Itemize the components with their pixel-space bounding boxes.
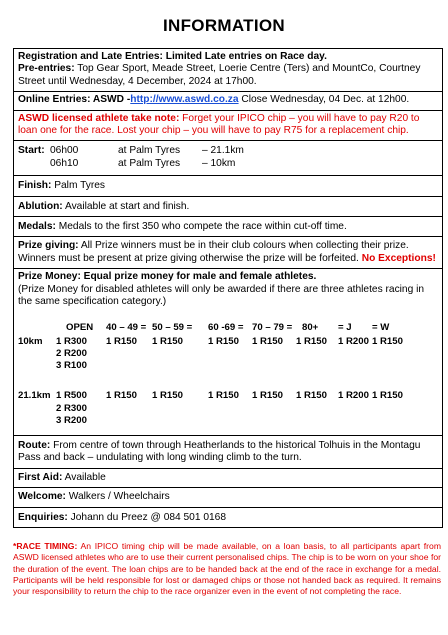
route-text: From centre of town through Heatherlands to the historical Tolhuis in the Montagu Pass and back – undulating with long winding climb to the turn. — [18, 439, 421, 464]
prize-cell: 2 R300 — [56, 402, 87, 414]
prize-money-table — [18, 322, 438, 427]
race-timing-text: An IPICO timing chip will be made available, on a loan basis, to all participants apart from ASWD licensed athletes who are to use their current personalised chips. The chip is to be worn on your shoe for the duration of the event. The loan chips are to be handed back at the end of the race in exchange for a medal. Participants will be held responsible for lost or damaged chips or those not handed back as required. It remains your responsibility to return the chip to the race organizer even in the event of not completing the race. — [13, 541, 441, 597]
prize-header-cell: 60 -69 = — [208, 321, 244, 333]
prize-row-extra — [18, 403, 438, 415]
prize-cell: 1 R150 — [252, 335, 283, 347]
prize-header-cell: 80+ — [302, 321, 319, 333]
start-distance: – 21.1km — [202, 145, 244, 157]
info-table — [13, 48, 443, 528]
prize-row-10km — [18, 336, 438, 348]
start-row — [18, 158, 438, 170]
prize-cell: 1 R150 — [252, 390, 283, 402]
ablution-section — [14, 197, 442, 217]
prize-cell: 3 R100 — [56, 360, 87, 372]
pre-entries-text: Top Gear Sport, Meade Street, Loerie Centre (Ters) and MountCo, Courtney Street until Wednesday, 4 December, 2024 at 17h00. — [18, 63, 421, 87]
prize-cell: 1 R150 — [372, 390, 403, 402]
start-time: 06h00 — [50, 145, 79, 157]
prize-header-cell: 50 – 59 = — [152, 321, 193, 333]
welcome-label: Welcome: — [18, 491, 66, 503]
prize-money-section — [14, 269, 442, 436]
no-exceptions-text: No Exceptions! — [361, 252, 436, 264]
finish-label: Finish: — [18, 180, 52, 192]
start-section — [14, 141, 442, 176]
prize-cell: 1 R150 — [106, 390, 137, 402]
online-entries-text: Close Wednesday, 04 Dec. at 12h00. — [238, 94, 410, 106]
prize-giving-text: All Prize winners must be in their club colours when collecting their prize. Winners must be present at prize giving otherwise the prize will be forfeited. — [18, 240, 409, 264]
start-location: at Palm Tyres — [118, 157, 181, 169]
race-label: 21.1km — [18, 390, 51, 402]
online-entries-section — [14, 92, 442, 110]
prize-header-row — [18, 322, 438, 334]
prize-cell: 1 R150 — [372, 335, 403, 347]
prize-money-heading: Prize Money: Equal prize money for male and female athletes. — [18, 271, 317, 283]
prize-giving-section — [14, 237, 442, 269]
prize-cell: 1 R150 — [208, 335, 239, 347]
prize-cell: 1 R500 — [56, 390, 87, 402]
ablution-label: Ablution: — [18, 200, 63, 212]
prize-row-extra — [18, 360, 438, 372]
prize-header-cell — [18, 322, 56, 334]
prize-cell: 1 R300 — [56, 335, 87, 347]
aswd-note-section — [14, 111, 442, 142]
prize-cell: 1 R150 — [296, 390, 327, 402]
welcome-section — [14, 488, 442, 507]
race-timing-note — [13, 541, 441, 597]
race-label: 10km — [18, 335, 43, 347]
pre-entries-label: Pre-entries: — [18, 63, 75, 75]
enquiries-section — [14, 508, 442, 527]
finish-section — [14, 176, 442, 196]
registration-section — [14, 49, 442, 92]
pre-entries — [18, 63, 438, 88]
prize-money-note: (Prize Money for disabled athletes will only be awarded if there are three athletes racing in the same specification category.) — [18, 283, 425, 308]
prize-cell: 2 R200 — [56, 347, 87, 359]
start-location: at Palm Tyres — [118, 145, 181, 157]
route-label: Route: — [18, 439, 51, 451]
race-timing-label: *RACE TIMING: — [13, 541, 78, 551]
prize-cell: 1 R150 — [296, 335, 327, 347]
prize-cell: 1 R200 — [338, 335, 369, 347]
aswd-link[interactable]: http://www.aswd.co.za — [130, 94, 239, 106]
prize-cell: 1 R150 — [106, 335, 137, 347]
prize-header-cell: = J — [338, 321, 352, 333]
prize-cell: 1 R200 — [338, 390, 369, 402]
prize-cell: 1 R150 — [208, 390, 239, 402]
prize-giving-label: Prize giving: — [18, 240, 79, 252]
aswd-note-label: ASWD licensed athlete take note: — [18, 112, 180, 124]
start-time: 06h10 — [50, 157, 79, 169]
first-aid-label: First Aid: — [18, 471, 63, 483]
page-title: INFORMATION — [163, 16, 285, 35]
start-row — [18, 145, 438, 157]
prize-cell: 1 R150 — [152, 390, 183, 402]
prize-row-extra — [18, 348, 438, 360]
prize-header-cell: 70 – 79 = — [252, 321, 293, 333]
prize-row-extra — [18, 415, 438, 427]
route-section — [14, 436, 442, 469]
ablution-text: Available at start and finish. — [62, 200, 190, 212]
prize-row-21km — [18, 390, 438, 402]
prize-header-cell: = W — [372, 321, 390, 333]
aswd-note-text: Forget your IPICO chip – you will have to pay R20 to loan one for the race. Lost your chip – you will have to pay R75 for a replacement chip. — [18, 112, 420, 137]
start-distance: – 10km — [202, 157, 236, 169]
medals-section — [14, 217, 442, 237]
medals-label: Medals: — [18, 221, 56, 233]
enquiries-text: Johann du Preez @ 084 501 0168 — [67, 511, 227, 523]
prize-cell: 1 R150 — [152, 335, 183, 347]
medals-text: Medals to the first 350 who compete the race within cut-off time. — [55, 221, 347, 233]
first-aid-section — [14, 469, 442, 488]
start-label: Start: — [18, 145, 45, 157]
registration-heading: Registration and Late Entries: Limited Late entries on Race day. — [18, 51, 327, 62]
online-entries-label: Online Entries: ASWD - — [18, 94, 131, 106]
welcome-text: Walkers / Wheelchairs — [65, 491, 170, 503]
prize-header-cell: 40 – 49 = — [106, 321, 147, 333]
prize-cell: 3 R200 — [56, 414, 87, 426]
first-aid-text: Available — [62, 471, 106, 483]
prize-header-cell: OPEN — [66, 321, 94, 333]
finish-text: Palm Tyres — [51, 180, 105, 192]
enquiries-label: Enquiries: — [18, 511, 68, 523]
